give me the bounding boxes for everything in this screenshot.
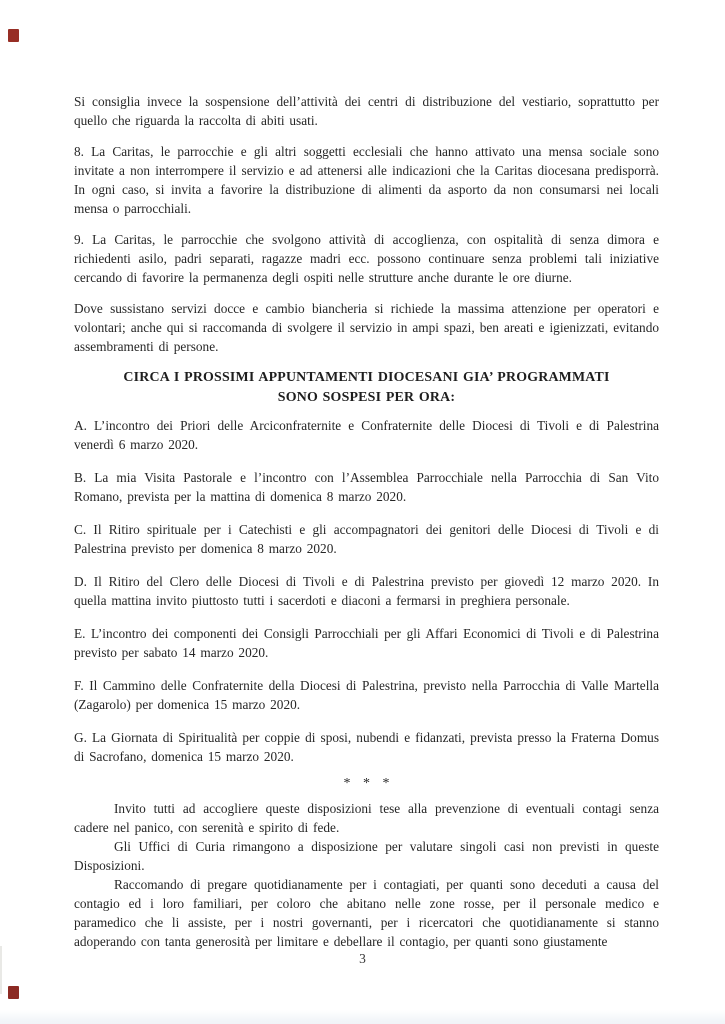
- appointment-item-g: G. La Giornata di Spiritualità per coppie di sposi, nubendi e fidanzati, prevista presso la Fraterna Domus di Sacrofano, domenica 15 marzo 2020.: [74, 730, 659, 764]
- paragraph-docce-biancheria: Dove sussistano servizi docce e cambio biancheria si richiede la massima attenzione per operatori e volontari; anche qui si raccomanda di svolgere il servizio in ampi spazi, ben areati e igienizzati, evitando assembramenti di persone.: [74, 301, 659, 354]
- appointment-item-d: D. Il Ritiro del Clero delle Diocesi di Tivoli e di Palestrina previsto per giovedì 12 marzo 2020. In quella mattina invito piuttosto tutti i sacerdoti e diaconi a fermarsi in preghiera personale.: [74, 574, 659, 608]
- page-number: 3: [359, 951, 366, 966]
- appointment-item-a: A. L’incontro dei Priori delle Arciconfraternite e Confraternite delle Diocesi di Tivoli e di Palestrina venerdì 6 marzo 2020.: [74, 418, 659, 452]
- scan-edge-shadow-bottom: [0, 1010, 725, 1024]
- asterisk-separator: * * *: [343, 776, 390, 791]
- closing-paragraph-uffici-curia: Gli Uffici di Curia rimangono a disposizione per valutare singoli casi non previsti in queste Disposizioni.: [74, 839, 659, 873]
- section-heading-line2: SONO SOSPESI PER ORA:: [277, 390, 456, 405]
- appointment-item-c: C. Il Ritiro spirituale per i Catechisti e gli accompagnatori dei genitori delle Diocesi di Tivoli e di Palestrina previsto per domenica 8 marzo 2020.: [74, 522, 659, 556]
- section-heading-appuntamenti: [74, 368, 659, 408]
- numbered-paragraph-8: 8. La Caritas, le parrocchie e gli altri soggetti ecclesiali che hanno attivato una mensa sociale sono invitate a non interrompere il servizio e ad attenersi alle indicazioni che la Caritas diocesana predisporrà. In ogni caso, si invita a favorire la distribuzione di alimenti da asporto da non consumarsi nei locali mensa o parrocchiali.: [74, 144, 659, 216]
- scan-red-mark-top-left: [8, 29, 19, 42]
- numbered-paragraph-9: 9. La Caritas, le parrocchie che svolgono attività di accoglienza, con ospitalità di senza dimora e richiedenti asilo, padri separati, ragazze madri ecc. possono continuare senza problemi tali iniziative cercando di favorire la permanenza degli ospiti nelle strutture anche durante le ore diurne.: [74, 232, 659, 285]
- scan-edge-line-left: [0, 946, 2, 994]
- intro-paragraph-vestiario: Si consiglia invece la sospensione dell’attività dei centri di distribuzione del vestiario, soprattutto per quello che riguarda la raccolta di abiti usati.: [74, 94, 659, 128]
- closing-paragraph-raccomando: Raccomando di pregare quotidianamente per i contagiati, per quanti sono deceduti a causa del contagio ed i loro familiari, per coloro che abitano nelle zone rosse, per il personale medico e paramedico che li assiste, per i nostri governanti, per i ricercatori che quotidianamente si stanno adoperando con tanta generosità per limitare e debellare il contagio, per quanti sono giustamente: [74, 877, 659, 949]
- closing-paragraph-invito: Invito tutti ad accogliere queste disposizioni tese alla prevenzione di eventuali contagi senza cadere nel panico, con serenità e spirito di fede.: [74, 801, 659, 835]
- section-heading-line1: CIRCA I PROSSIMI APPUNTAMENTI DIOCESANI GIA’ PROGRAMMATI: [123, 370, 610, 385]
- appointment-item-f: F. Il Cammino delle Confraternite della Diocesi di Palestrina, previsto nella Parrocchia di Valle Martella (Zagarolo) per domenica 15 marzo 2020.: [74, 678, 659, 712]
- page-content: [74, 92, 659, 951]
- appointment-item-e: E. L’incontro dei componenti dei Consigli Parrocchiali per gli Affari Economici di Tivoli e di Palestrina previsto per sabato 14 marzo 2020.: [74, 626, 659, 660]
- scan-red-mark-bottom-left: [8, 986, 19, 999]
- appointment-item-b: B. La mia Visita Pastorale e l’incontro con l’Assemblea Parrocchiale nella Parrocchia di San Vito Romano, prevista per la mattina di domenica 8 marzo 2020.: [74, 470, 659, 504]
